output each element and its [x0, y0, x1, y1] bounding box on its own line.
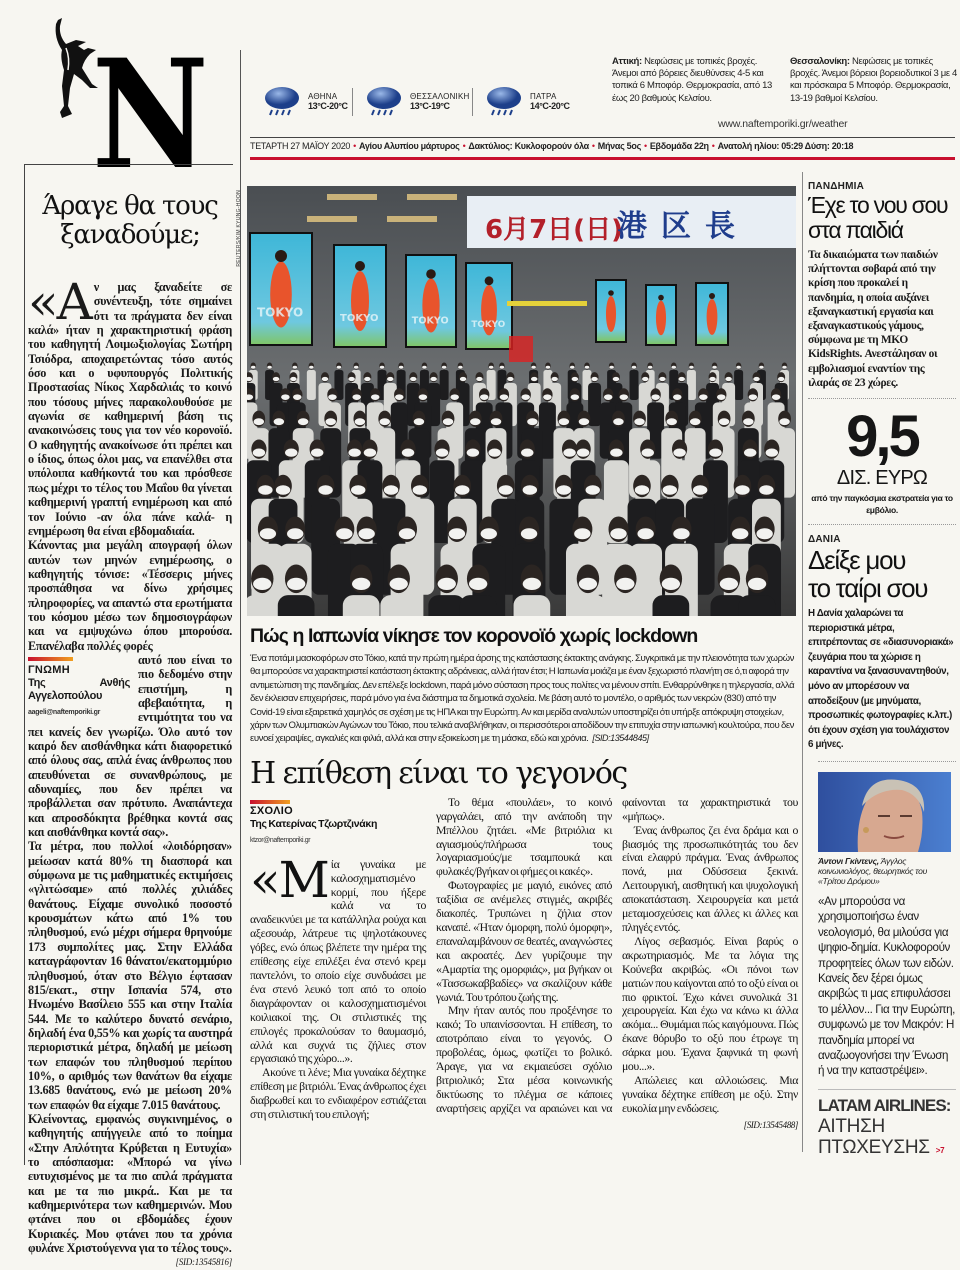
giddens-quote: «Αν μπορούσα να χρησιμοποιήσω έναν νεολογισμό, θα μιλούσα για ψηφιο-δημία. Κυκλοφορούν προφητείες όλων των ειδών. Κανείς δεν ξέρει όμως ακριβώς τι μας επιφυλάσσει το μέλλον... Για την Ευρώπη, συμφωνώ με τον Μακρόν: Η πανδημία μπορεί να αναζωογονήσει την Ένωση ή να την καταστρέψει». [818, 894, 955, 1078]
city-temp: 14°C-20°C [530, 100, 570, 111]
divider [472, 88, 473, 116]
banner-date: 6月7日(日) [485, 215, 623, 245]
city-name: ΘΕΣΣΑΛΟΝΙΚΗ [410, 91, 470, 101]
story-id: [SID:13544845] [592, 733, 649, 744]
forecast-text: Νεφώσεις με τοπικές βροχές. Άνεμοι βόρειοι βορειοδυτικοί 3 με 4 και πρόσκαιρα 5 Μποφόρ. Θερμοκρασία, 13-19 βαθμοί Κελσίου. [790, 56, 957, 104]
divider [818, 761, 956, 762]
rain-cloud-icon [262, 82, 302, 120]
screen-text: TOKYO [340, 313, 379, 324]
pandemic-title [808, 193, 956, 243]
caption-text: Ένα ποτάμι μασκοφόρων στο Τόκιο, κατά την πρώτη ημέρα άρσης της κατάστασης έκτακτης ανάγκης. Συγκριτικά με την πλειονότητα των χωρών θα μπορούσε να χαρακτηριστεί κατάσταση έκτακτης αδράνειας, αλλά ήταν έτσι; Η Ιαπωνία μοιάζει με έναν ξεχωριστό πλανήτη σε ό,τι αφορά την αντιμετώπιση της πανδημίας. Δεν επέλεξε lockdown, παρά μόνο σύσταση προς τους πολίτες να μένουν σπίτι. Ενθαρρύνθηκε η τηλεργασία, αλλά δεν έκλεισαν επιχειρήσεις, παρά μόνο για ένα διάστημα τα δημοτικά σχολεία. Με βάση αυτό το μοντέλο, ο αριθμός των νεκρών (830) από την Covid-19 είναι εξαιρετικά χαμηλός σε σχέση με τις ΗΠΑ και την Ευρώπη. Αν και μερίδα αναλυτών υποστηρίζει ότι υπήρξε απόκρυψη στοιχείων, χάριν των Ολυμπιακών Αγώνων του Τόκιο, που τελικά αναβλήθηκαν, οι περισσότεροι αποδίδουν την επιτυχία στην ιαπωνική κουλτούρα, που δεν ευνοεί χειραψίες, αγκαλιές και φιλιά, αλλά και στην εξοικείωση με τη μάσκα, εδώ και χρόνια. [250, 653, 795, 745]
denmark-title [808, 546, 956, 602]
tokyo-crowd-photo [247, 186, 796, 616]
paragraph: ία γυναίκα με καλοσχηματισμένο κορμί, που ήξερε καλά να το αναδεικνύει με τα κατάλληλα ρούχα και αξεσουάρ, λάτρευε τις ψηλοτάκουνες γόβες, ενώ όπως βλέπετε την ημέρα της επίθεσης είχε επιλέξει ένα στενό κρεμ παντελόνι, το οποίο είχε συνδυάσει με ένα στενό λευκό τοπ από το οποίο διαγράφονταν οι καλοσχηματισμένοι κοιλιακοί της. Οι στιλιστικές της επιλογές προκαλούσαν το θαυμασμό, αλλά και συχνά τις ζήλιες στον εργασιακό της χώρο...». [250, 856, 426, 1066]
middle-column [250, 624, 798, 1133]
paragraph: Κλείνοντας, εμφανώς συγκινημένος, ο καθηγητής απήγγειλε από το ποίημα «Στην Απλότητα Κρύβεται η Ευτυχία» το απόσπασμα: «Μπορώ να γίνω ευτυχισμένος με τα πιο απλά πράγματα και με τα πιο μικρά.. Και με τα καθημερινότερα των καθημερινών. Μου φτάνει που οι εβδομάδες έχουν Κυριακές. Μου φτάνει που τα χρόνια φυλάνε Χριστούγεννα για το τέλος τους». [28, 1111, 232, 1256]
opinion-title: Άραγε θα τους ξαναδούμε; [42, 191, 218, 250]
commentary-title: Η επίθεση είναι το γεγονός [250, 755, 627, 791]
commentary-body [250, 796, 798, 1133]
section-label: ΠΑΝΔΗΜΙΑ [808, 181, 865, 192]
photo-credit: REUTERS/KIM KYUNG-HOON [236, 190, 242, 267]
weather-link[interactable]: www.naftemporiki.gr/weather [718, 118, 848, 130]
pandemic-text: Τα δικαιώματα των παιδιών πλήττονται σοβαρά από την κρίση που προκαλεί η πανδημία, η οποία αυξάνει εξαναγκαστική εργασία και εξαναγκαστικούς γάμους, σύμφωνα με τη ΜΚΟ KidsRights. Ανεστάλησαν οι εμβολιασμοί εναντίον της ιλαράς σε 23 χώρες. [808, 249, 938, 389]
teaser-subline: ΑΙΤΗΣΗ [818, 1115, 885, 1137]
rain-cloud-icon [364, 82, 404, 120]
weather-city-thessaloniki [364, 82, 470, 120]
divider [250, 137, 955, 138]
denmark-text: Η Δανία χαλαρώνει τα περιοριστικά μέτρα, επιτρέποντας σε «διασυνοριακά» ζευγάρια που τα χώρισε η καραντίνα να ξανασυναντηθούν, μόνο αν μπορέσουν να αποδείξουν (με μηνύματα, προσωπικές φωτογραφίες κ.λπ.) ότι έχουν σχέση για τουλάχιστον 6 μήνες. [808, 608, 954, 751]
photo-story-title: Πώς η Ιαπωνία νίκησε τον κορονοϊό χωρίς lockdown [250, 625, 698, 647]
section-label: ΔΑΝΙΑ [808, 534, 841, 546]
paragraph: Φωτογραφίες με μαγιό, εικόνες από ταξίδια σε ανέμελες στιγμές, ακριβές διακοπές. Τρυπώνει η ζήλια στον καναπέ. «Ήταν όμορφη, πολύ όμορφη», επαναλαμβάνουν σε θεατές, αναγνώστες και ακροατές. Δεν γυρίζουμε την «Αμαρτία της ομορφιάς», μα βγήκαν οι «Τασσωκαββαδίες» να σκαλίζουν κάθε γωνιά. Του τρόπου ζωής της. [436, 878, 612, 1004]
paragraph: Κάνοντας μια μεγάλη απογραφή όλων αυτών των μηνών ενημέρωσης, ο καθηγητής τόνισε: «Τέσσερις μήνες προσπάθησα να δίνω χρήσιμες πληροφορίες, να απαντώ στα ερωτήματα του κόσμου μέσω των δημοσιογράφων και να εμψυχώνω όπου μπορούσα. Επανέλαβα πολλές φορές [28, 538, 232, 653]
author-name: Της Ανθής Αγγελοπούλου [28, 677, 130, 703]
story-id: [SID:13545488] [743, 1119, 798, 1130]
red-rule [250, 157, 955, 160]
person-name: Άντονι Γκίντενς, [818, 855, 879, 866]
ad-screen [249, 232, 313, 346]
divider [352, 88, 353, 116]
author-name: Της Κατερίνας Τζωρτζινάκη [250, 817, 378, 830]
forecast-text: Νεφώσεις με τοπικές βροχές. Άνεμοι από βόρειες διευθύνσεις 4-5 και τοπικά 6 Μποφόρ. Θερμοκρασία, από 13 έως 20 βαθμούς Κελσίου. [612, 56, 772, 104]
city-temp: 13°C-19°C [410, 100, 450, 111]
photo-caption [818, 856, 956, 886]
paragraph: Λίγος σεβασμός. Είναι βαρύς ο ακρωτηριασμός. Με τα λόγια της Κούνεβα ακριβώς. «Οι πόνοι των ματιών που καίγονται από το οξύ είναι οι πιο φρικτοί. Έχω κάνει συνολικά 31 χειρουργεία. Και έχω να κάνω κι άλλα ακόμα... Θυμάμαι πώς καιγόμουνα. Πώς έκανε θόρυβο το οξύ που έτρωγε τη σάρκα μου. Έχανα ξαφνικά τη φωνή μου...». [622, 933, 798, 1074]
weather-city-patra [484, 82, 570, 120]
screen-text: TOKYO [411, 315, 449, 327]
page-reference[interactable]: >7 [935, 1145, 945, 1155]
title-line: Έχε το νου σου [808, 192, 948, 218]
ad-screen [405, 254, 457, 348]
commentary-byline [250, 800, 426, 848]
photo-story-text [250, 652, 798, 746]
divider [808, 398, 956, 399]
accent-bar [250, 800, 290, 804]
divider [818, 1089, 956, 1090]
paragraph: ν μας ξαναδείτε σε συνέντευξη, τότε σημαίνει ότι τα πράγματα δεν είναι καλά» ήταν η χαρακτηριστική φράση του καθηγητή Λοιμωξιολογίας Σωτήρη Τσιόδρα, αποχαιρετώντας τόσο αυτός όσο και ο υφυπουργός Πολιτικής Προστασίας Νίκος Χαρδαλιάς το κοινό που τόσους μήνες παρακολουθούσε με αγωνία σε καθημερινή βάση τις ανακοινώσεις τους για τον νέο κορονοϊό. Ο καθηγητής ανακοίνωσε ότι πρέπει και ο ίδιος, όπως όλοι μας, να επανέλθει στα υπόλοιπα καθήκοντά του και πρόσθεσε πως μέχρι το τέλος του Μαΐου θα γίνεται καθημερινή γραπτή ενημέρωση και από τον Ιούνιο -αν όλα πάνε καλά- η ενημέρωση θα είναι εβδομαδιαία. [28, 280, 232, 538]
paragraph: Το θέμα «πουλάει», το κοινό γαργαλάει, από την ανάποδη την Μπέλλου ζητάει. «Με βιτριόλια κι αγιασμούς/πλήρωσα τους λογαριασμούς/με τσαμπουκά και φυλακές/βγήκαν οι φήμες οι κακές». [436, 794, 612, 879]
opinion-byline [28, 657, 130, 721]
teaser-headline: LATAM AIRLINES: [818, 1095, 951, 1115]
ad-screen [333, 244, 387, 348]
paragraph: Μην ήταν αυτός που προξένησε το κακό; Το υπαινίσσονται. Η επίθεση, το αποτρόπαιο είναι το γεγονός. Ο προβολέας, όμως, φωτίζει το βολικό. Άραγε, για να εκμαιεύσει σχόλιο βιτριολικό; Στα μέσα κοινωνικής δικτύωσης το πλέγμα σε κάποιες αναρτήσεις αρχίζει να αραιώνει και να φαίνονται τα χαρακτηριστικά του «μήπως». [436, 794, 798, 1115]
rain-cloud-icon [484, 82, 524, 120]
city-name: ΠΑΤΡΑ [530, 91, 557, 101]
newspaper-logo: N [92, 27, 209, 203]
paragraph: Τα μέτρα, που πολλοί «λοιδόρησαν» μείωσαν κατά 80% τη διασπορά και σύμφωνα με τις μαθηματικές εκτιμήσεις «γλιτώσαμε» από πολλές χιλιάδες θανάτους. Είχαμε συνολικό ποσοστό κρουσμάτων κάτω από 1% του πληθυσμού, ενώ μέχρι σήμερα θρηνούμε 173 συμπολίτες μας. Στην Ελλάδα καταγράφονταν 16 θάνατοι/εκατομμύριο πληθυσμού, όταν στο Βέλγιο έφτασαν 815/εκατ., στην Ισπανία 574, στο Ηνωμένο Βασίλειο 555 και στην Ιταλία 544. Με το καλύτερο δυνατό σενάριο, δηλαδή ένα 0,55% και χωρίς τα αυστηρά περιοριστικά μέτρα, δηλαδή με μείωση των επαφών του πληθυσμού περίπου 10%, ο αριθμός των θανάτων θα είχαμε 13.685 θανάτους, ενώ με μείωση 20% των επαφών θα είχαμε 7.015 θανάτους. [28, 839, 232, 1112]
title-line: στα παιδιά [808, 217, 903, 243]
dateline-item: Εβδομάδα 22η [649, 141, 709, 151]
dateline-item: Ανατολή ηλίου: 05:29 Δύση: 20:18 [717, 141, 854, 151]
divider [808, 524, 956, 525]
stat-description: από την παγκόσμια εκστρατεία για το εμβόλιο. [811, 493, 953, 516]
dateline: ΤΕΤΑΡΤΗ 27 ΜΑΪΟΥ 2020 • Αγίου Αλυπίου μάρτυρος • Δακτύλιος: Κυκλοφορούν όλα • Μήνας 5ος • Εβδομάδα 22η • Ανατολή ηλίου: 05:29 Δύση: 20:18 [250, 141, 854, 151]
city-temp: 13°C-20°C [308, 100, 348, 111]
title-line: το ταίρι σου [808, 573, 928, 604]
screen-text: TOKYO [471, 320, 506, 330]
forecast-region: Αττική: [612, 56, 642, 67]
stat-value: 9,5 [846, 404, 918, 470]
stat-unit: ΔΙΣ. ΕΥΡΩ [836, 467, 928, 490]
story-id: [SID:13545816] [175, 1257, 232, 1268]
paragraph: αυτό που είναι το πιο δεδομένο στην επιστήμη, η αβεβαιότητα, η εντιμότητα του να πει κανείς δεν γνωρίζω. Όλο αυτό τον καιρό δεν αισθάνθηκα κάτι διαφορετικό από όλους σας, απλά ένας άνθρωπος που απευθύνεται σε συνανθρώπους, με αδυναμίες, που δεν πρέπει να προβάλλεται σαν πρότυπο. Αναπάντεχα και απροσδόκητα βρέθηκα κοντά σας και αισθάνθηκα κοντά σας». [28, 652, 232, 840]
accent-bar [28, 657, 73, 661]
drop-cap: «Α [28, 273, 91, 331]
title-line: Δείξε μου [808, 545, 906, 576]
person-description: Άγγλος κοινωνιολόγος, θεωρητικός του «Τρίτου Δρόμου» [818, 855, 928, 886]
latam-teaser[interactable] [818, 1096, 956, 1161]
author-email[interactable]: ktzor@naftemporiki.gr [250, 836, 311, 844]
column-rule [802, 172, 803, 1152]
teaser-subline: ΠΤΩΧΕΥΣΗΣ [818, 1136, 930, 1158]
drop-cap: «Μ [250, 850, 328, 909]
paragraph: Ακούνε τι λένε; Μια γυναίκα δέχτηκε επίθεση με βιτριόλι. Ένας άνθρωπος έχει διαβρωθεί και το ενδιαφέρον εστιάζεται στη στιλιστική του επιλογή; [250, 1065, 426, 1122]
forecast-thessaloniki [790, 56, 958, 105]
city-name: ΑΘΗΝΑ [308, 91, 338, 101]
ad-screen [695, 282, 729, 346]
author-email[interactable]: aageli@naftemporiki.gr [28, 709, 101, 717]
forecast-attica [612, 56, 780, 105]
paragraph: Ένας άνθρωπος ζει ένα δράμα και ο βιασμός της προσωπικότητάς του δεν είναι ελαφρύ πράγμα. Ένας άνθρωπος πονά, μια Οδύσσεια ξεκινά. Λειτουργική, αισθητική και ψυχολογική αποκατάσταση. Χειρουργεία και μετά μεταμοσχεύσεις και άλλες κι άλλες και πληγές εντός. [622, 822, 798, 934]
giddens-portrait-photo [818, 772, 951, 852]
screen-text: TOKYO [257, 305, 304, 320]
ad-screen [595, 279, 627, 343]
date: ΤΕΤΑΡΤΗ 27 ΜΑΪΟΥ 2020 [250, 141, 351, 151]
opinion-body [28, 273, 232, 1270]
dateline-item: Αγίου Αλυπίου μάρτυρος [358, 141, 460, 151]
dateline-item: Δακτύλιος: Κυκλοφορούν όλα [468, 141, 589, 151]
right-sidebar [808, 180, 956, 1161]
banner-text: 港区長 [617, 209, 749, 244]
dateline-item: Μήνας 5ος [597, 141, 641, 151]
weather-city-athens [262, 82, 348, 120]
section-label: ΓΝΩΜΗ [28, 663, 70, 676]
ad-screen [465, 262, 513, 350]
ad-screen [645, 284, 677, 346]
forecast-region: Θεσσαλονίκη: [790, 56, 850, 67]
section-label: ΣΧΟΛΙΟ [250, 804, 293, 817]
paragraph: Απώλειες και αλλοιώσεις. Μια γυναίκα δέχτηκε επίθεση με οξύ. Στην ευκολία μην ενδώσεις. [622, 1072, 798, 1115]
